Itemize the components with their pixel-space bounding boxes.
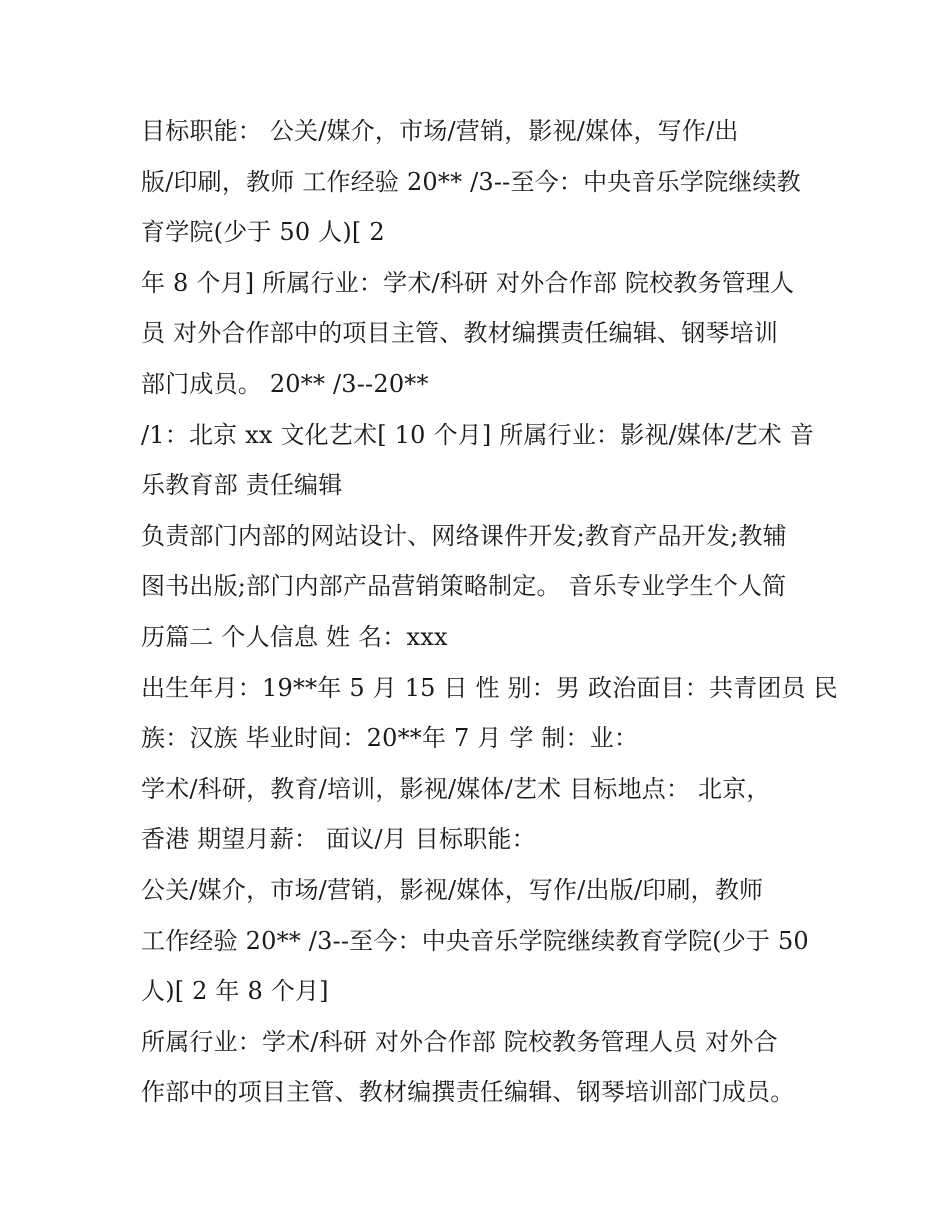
text-line: 育学院(少于 50 人)[ 2 [141, 218, 385, 247]
text-line: 负责部门内部的网站设计、网络课件开发;教育产品开发;教辅 [141, 521, 787, 550]
text-line: 公关/媒介，市场/营销，影视/媒体，写作/出版/印刷，教师 [141, 875, 764, 904]
text-line: 版/印刷，教师 工作经验 20** /3--至今：中央音乐学院继续教 [141, 167, 801, 196]
text-line: 年 8 个月] 所属行业：学术/科研 对外合作部 院校教务管理人 [141, 268, 795, 297]
text-line: 图书出版;部门内部产品营销策略制定。 音乐专业学生个人简 [141, 572, 787, 601]
text-line: /1：北京 xx 文化艺术[ 10 个月] 所属行业：影视/媒体/艺术 音 [141, 420, 815, 449]
text-line: 所属行业：学术/科研 对外合作部 院校教务管理人员 对外合 [141, 1027, 778, 1056]
text-line: 员 对外合作部中的项目主管、教材编撰责任编辑、钢琴培训 [141, 319, 779, 348]
text-line: 香港 期望月薪： 面议/月 目标职能： [141, 825, 536, 854]
body-text [141, 106, 838, 1118]
text-line: 历篇二 个人信息 姓 名：xxx [141, 622, 448, 651]
text-line: 族：汉族 毕业时间：20**年 7 月 学 制：业： [141, 724, 639, 753]
text-line: 目标职能： 公关/媒介，市场/营销，影视/媒体，写作/出 [141, 117, 739, 145]
text-line: 工作经验 20** /3--至今：中央音乐学院继续教育学院(少于 50 [141, 926, 809, 955]
text-line: 乐教育部 责任编辑 [141, 471, 343, 500]
text-line: 学术/科研，教育/培训，影视/媒体/艺术 目标地点： 北京， [141, 774, 771, 803]
text-line: 作部中的项目主管、教材编撰责任编辑、钢琴培训部门成员。 [141, 1078, 795, 1107]
text-line: 部门成员。 20** /3--20** [141, 369, 429, 398]
text-line: 人)[ 2 年 8 个月] [141, 977, 329, 1006]
text-line: 出生年月：19**年 5 月 15 日 性 别：男 政治面目：共青团员 民 [141, 673, 838, 702]
